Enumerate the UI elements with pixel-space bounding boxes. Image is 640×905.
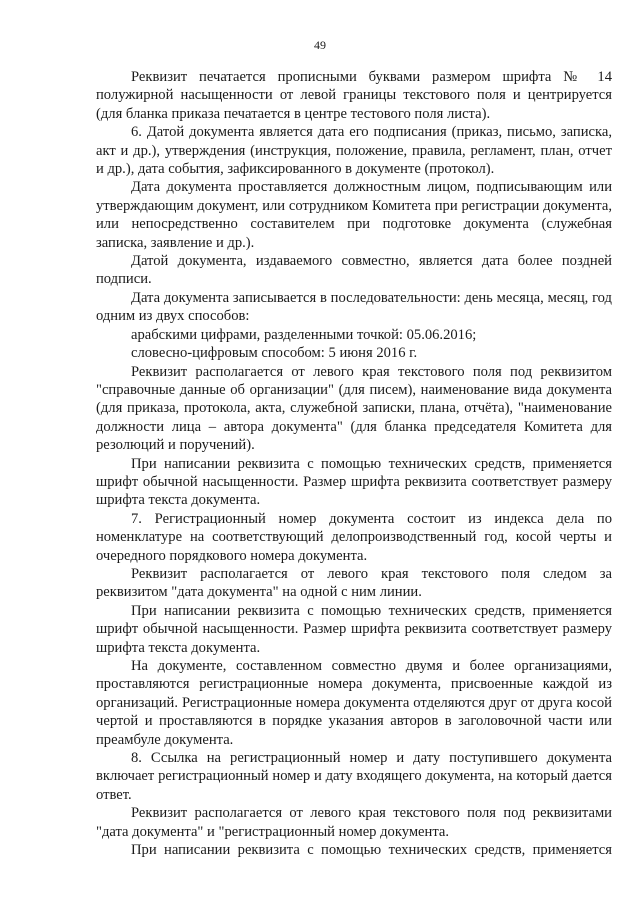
paragraph-requisite-font: Реквизит печатается прописными буквами размером шрифта № 14 полужирной насыщенности от левой границы текстового поля и центрируется (для бланка приказа печатается в центре тестового поля листа).	[96, 69, 612, 122]
paragraph-joint-document-date: Датой документа, издаваемого совместно, является дата более поздней подписи.	[96, 253, 612, 288]
list-item-verbal-numeric: словесно-цифровым способом: 5 июня 2016 г.	[131, 345, 418, 362]
paragraph-registration-placement: Реквизит располагается от левого края текстового поля следом за реквизитом "дата документа" на одной с ним линии.	[96, 565, 612, 601]
paragraph-joint-registration: На документе, составленном совместно двумя и более организациями, проставляются регистрационные номера документа, присвоенные каждой из организаций. Регистрационные номера документа отделяются друг от друга косой чертой и проставляются в порядке указания авторов в заголовочной части или преамбуле документа.	[96, 658, 612, 748]
page-number: 49	[314, 38, 326, 52]
paragraph-date-affixed-by: Дата документа проставляется должностным лицом, подписывающим или утверждающим документ, или сотрудником Комитета при регистрации документа, или непосредственно составителем при подготовке документа (служебная записка, заявление и др.).	[96, 179, 612, 251]
paragraph-registration-font: При написании реквизита с помощью технических средств, применяется шрифт обычной насыщенности. Размер шрифта реквизита соответствует размеру шрифта текста документа.	[96, 602, 612, 656]
paragraph-item-7-registration-number: 7. Регистрационный номер документа состоит из индекса дела по номенклатуре на соответствующий делопроизводственный год, косой черты и очередного порядкового номера документа.	[96, 510, 612, 564]
list-item-arabic-digits: арабскими цифрами, разделенными точкой: 05.06.2016;	[131, 326, 477, 343]
document-text	[96, 68, 612, 859]
paragraph-date-placement: Реквизит располагается от левого края текстового поля под реквизитом "справочные данные об организации" (для писем), наименование вида документа (для приказа, протокола, акта, служебной записки, плана, отчёта), "наименование должности лица – автора документа" (для бланка председателя Комитета для резолюций и поручений).	[96, 363, 612, 454]
paragraph-item-8-reference: 8. Ссылка на регистрационный номер и дату поступившего документа включает регистрационный номер и дату входящего документа, на который дается ответ.	[96, 750, 612, 803]
paragraph-reference-placement: Реквизит располагается от левого края текстового поля под реквизитами "дата документа" и "регистрационный номер документа.	[96, 805, 612, 840]
paragraph-reference-font-fragment: При написании реквизита с помощью технических средств, применяется	[131, 842, 612, 859]
paragraph-date-format: Дата документа записывается в последовательности: день месяца, месяц, год одним из двух способов:	[96, 289, 612, 325]
paragraph-date-font: При написании реквизита с помощью технических средств, применяется шрифт обычной насыщенности. Размер шрифта реквизита соответствует размеру шрифта текста документа.	[96, 455, 612, 509]
paragraph-item-6-document-date: 6. Датой документа является дата его подписания (приказ, письмо, записка, акт и др.), утверждения (инструкция, положение, правила, регламент, план, отчет и др.), дата события, зафиксированного в документе (протокол).	[96, 124, 612, 178]
